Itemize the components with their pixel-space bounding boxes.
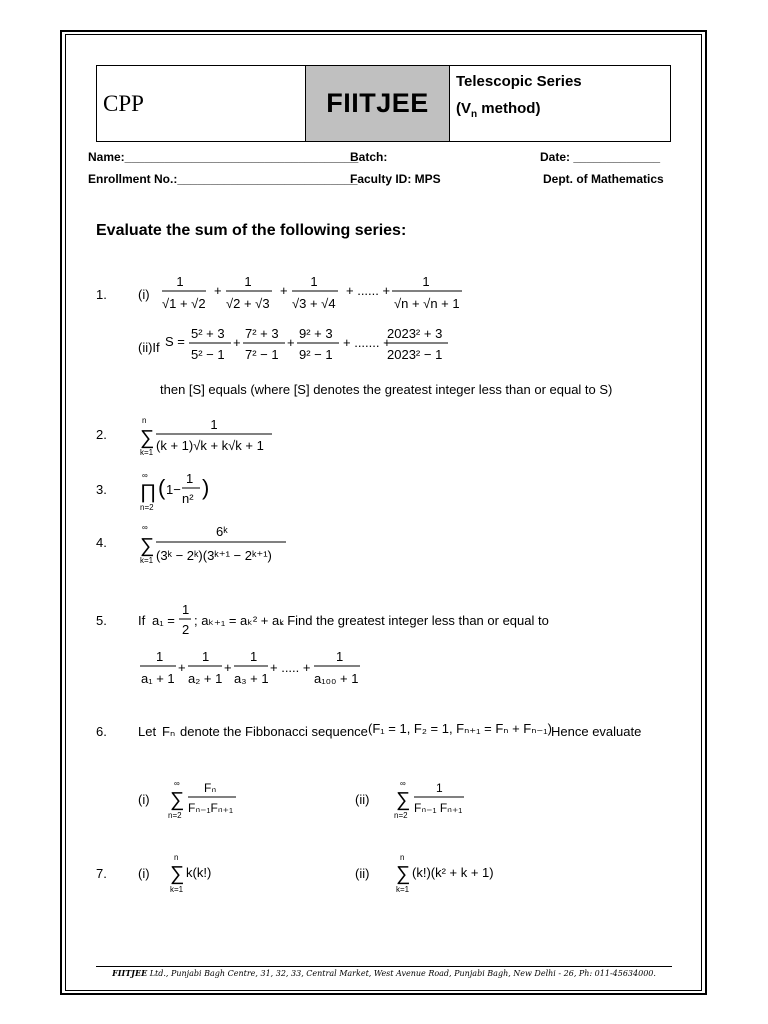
fiitjee-logo: FIITJEE [306,66,450,141]
svg-text:(k + 1)√k + k√k + 1: (k + 1)√k + k√k + 1 [156,438,264,453]
svg-text:+ ....... +: + ....... + [343,335,391,350]
q5-if: If [138,613,146,628]
svg-text:∑: ∑ [396,863,411,885]
svg-text:n=2: n=2 [394,811,408,820]
q1-part-i-label: (i) [138,287,150,302]
svg-text:+ ...... +: + ...... + [346,283,391,298]
q6-ii-sum [394,776,474,822]
svg-text:1: 1 [436,781,443,795]
svg-text:∑: ∑ [140,535,155,557]
svg-text:1: 1 [244,274,252,289]
svg-text:(k!)(k² + k + 1): (k!)(k² + k + 1) [412,865,494,880]
svg-text:√3 + √4: √3 + √4 [292,296,336,311]
cpp-label: CPP [97,66,306,141]
svg-text:9² + 3: 9² + 3 [299,326,333,341]
svg-text:+: + [233,335,241,350]
q1-note: then [S] equals (where [S] denotes the greatest integer less than or equal to S) [160,382,613,397]
svg-text:2023² + 3: 2023² + 3 [387,326,443,341]
svg-text:∑: ∑ [140,427,155,449]
q6-text: denote the Fibbonacci sequence [180,724,368,739]
svg-text:a₁ + 1: a₁ + 1 [141,671,175,686]
svg-text:1−: 1− [166,482,181,497]
svg-text:9² − 1: 9² − 1 [299,347,333,362]
q4-sum [138,520,298,568]
q5-text: . Find the greatest integer less than or equal to [280,613,549,628]
svg-text:∞: ∞ [142,471,148,480]
svg-text:n=2: n=2 [168,811,182,820]
svg-text:1: 1 [176,274,184,289]
svg-text:∑: ∑ [170,863,185,885]
q6-part-ii-label: (ii) [355,792,370,807]
svg-text:Fₙ₋₁Fₙ₊₁: Fₙ₋₁Fₙ₊₁ [188,801,233,815]
svg-text:∞: ∞ [174,779,180,788]
svg-text:1: 1 [210,417,218,432]
title-line-1: Telescopic Series [456,73,582,90]
svg-text:1: 1 [186,471,194,486]
svg-text:∞: ∞ [142,523,148,532]
q6-part-i-label: (i) [138,792,150,807]
svg-text:+ ..... +: + ..... + [270,660,311,675]
q3-product [138,468,228,512]
q1-i-series [160,272,470,318]
q1-number: 1. [96,287,107,302]
svg-text:a₁₀₀ + 1: a₁₀₀ + 1 [314,671,359,686]
q7-number: 7. [96,866,107,881]
svg-text:1: 1 [182,602,190,617]
q1-part-ii-label: (ii)If [138,340,160,355]
svg-text:∑: ∑ [396,789,411,811]
svg-text:Fₙ: Fₙ [204,781,217,795]
svg-text:(3ᵏ − 2ᵏ)(3ᵏ⁺¹ − 2ᵏ⁺¹): (3ᵏ − 2ᵏ)(3ᵏ⁺¹ − 2ᵏ⁺¹) [156,548,272,563]
svg-text:1: 1 [156,649,164,664]
svg-text:5² + 3: 5² + 3 [191,326,225,341]
svg-text:6ᵏ: 6ᵏ [216,524,228,539]
svg-text:n²: n² [182,491,194,506]
q6-hence: Hence evaluate [551,724,642,739]
svg-text:√2 + √3: √2 + √3 [226,296,270,311]
svg-text:S =: S = [165,334,185,349]
svg-text:k(k!): k(k!) [186,865,212,880]
svg-text:a₃ + 1: a₃ + 1 [234,671,269,686]
svg-text:n=2: n=2 [140,503,154,512]
svg-text:k=1: k=1 [170,885,184,894]
svg-text:1: 1 [422,274,430,289]
svg-text:1: 1 [202,649,210,664]
q6-let: Let [138,724,157,739]
footer-rule [96,966,672,967]
svg-text:1: 1 [336,649,344,664]
svg-text:a₂ + 1: a₂ + 1 [188,671,223,686]
svg-text:5² − 1: 5² − 1 [191,347,225,362]
svg-text:1: 1 [310,274,318,289]
svg-text:∏: ∏ [140,481,157,503]
q6-number: 6. [96,724,107,739]
svg-text:a₁ =: a₁ = [152,613,175,628]
svg-text:+: + [224,660,232,675]
svg-text:√n + √n + 1: √n + √n + 1 [394,296,460,311]
svg-text:+: + [178,660,186,675]
svg-text:n: n [142,416,147,425]
faculty-id: Faculty ID: MPS [350,172,441,186]
title-line-2: ($V_n$ method) [456,100,541,120]
q7-ii-sum [394,850,514,896]
svg-text:): ) [202,475,210,500]
svg-text:k=1: k=1 [140,556,154,565]
svg-text:1: 1 [250,649,258,664]
svg-text:(: ( [158,475,166,500]
svg-text:+: + [214,283,222,298]
q7-i-sum [168,850,238,896]
svg-text:∞: ∞ [400,779,406,788]
svg-text:+: + [287,335,295,350]
q2-sum [138,414,298,458]
svg-text:2023² − 1: 2023² − 1 [387,347,443,362]
q2-number: 2. [96,427,107,442]
department: Dept. of Mathematics [543,172,664,186]
q5-sum-expression [138,646,378,690]
q4-number: 4. [96,535,107,550]
svg-text:k=1: k=1 [140,448,154,457]
enrollment-field[interactable]: Enrollment No.:___________________________ [88,172,358,186]
q5-recurrence [150,600,290,640]
svg-text:∑: ∑ [170,789,185,811]
svg-text:7² + 3: 7² + 3 [245,326,279,341]
footer-address: FIITJEE Ltd., Punjabi Bagh Centre, 31, 32, 33, Central Market, West Avenue Road, Punjabi Bagh, New Delhi - 26, Ph: 011-45634000. [112,968,656,978]
q3-number: 3. [96,482,107,497]
section-heading: Evaluate the sum of the following series: [96,222,407,239]
q1-ii-series [163,322,463,368]
q6-fn: Fₙ [162,724,176,739]
q6-definition: (F₁ = 1, F₂ = 1, Fₙ₊₁ = Fₙ + Fₙ₋₁) [368,721,552,736]
svg-text:√1 + √2: √1 + √2 [162,296,206,311]
date-field[interactable]: Date: _____________ [540,150,661,164]
q5-number: 5. [96,613,107,628]
header-title [450,66,670,141]
svg-text:k=1: k=1 [396,885,410,894]
q7-part-ii-label: (ii) [355,866,370,881]
svg-text:n: n [400,853,405,862]
svg-text:+: + [280,283,288,298]
q7-part-i-label: (i) [138,866,150,881]
svg-text:2: 2 [182,622,190,637]
q6-i-sum [168,776,248,822]
svg-text:7² − 1: 7² − 1 [245,347,279,362]
header-box [96,65,671,142]
svg-text:Fₙ₋₁ Fₙ₊₁: Fₙ₋₁ Fₙ₊₁ [414,801,463,815]
name-field[interactable]: Name:___________________________________ [88,150,359,164]
svg-text:; aₖ₊₁ = aₖ² + aₖ: ; aₖ₊₁ = aₖ² + aₖ [194,613,285,628]
batch-field[interactable]: Batch: [350,150,388,164]
svg-text:n: n [174,853,179,862]
